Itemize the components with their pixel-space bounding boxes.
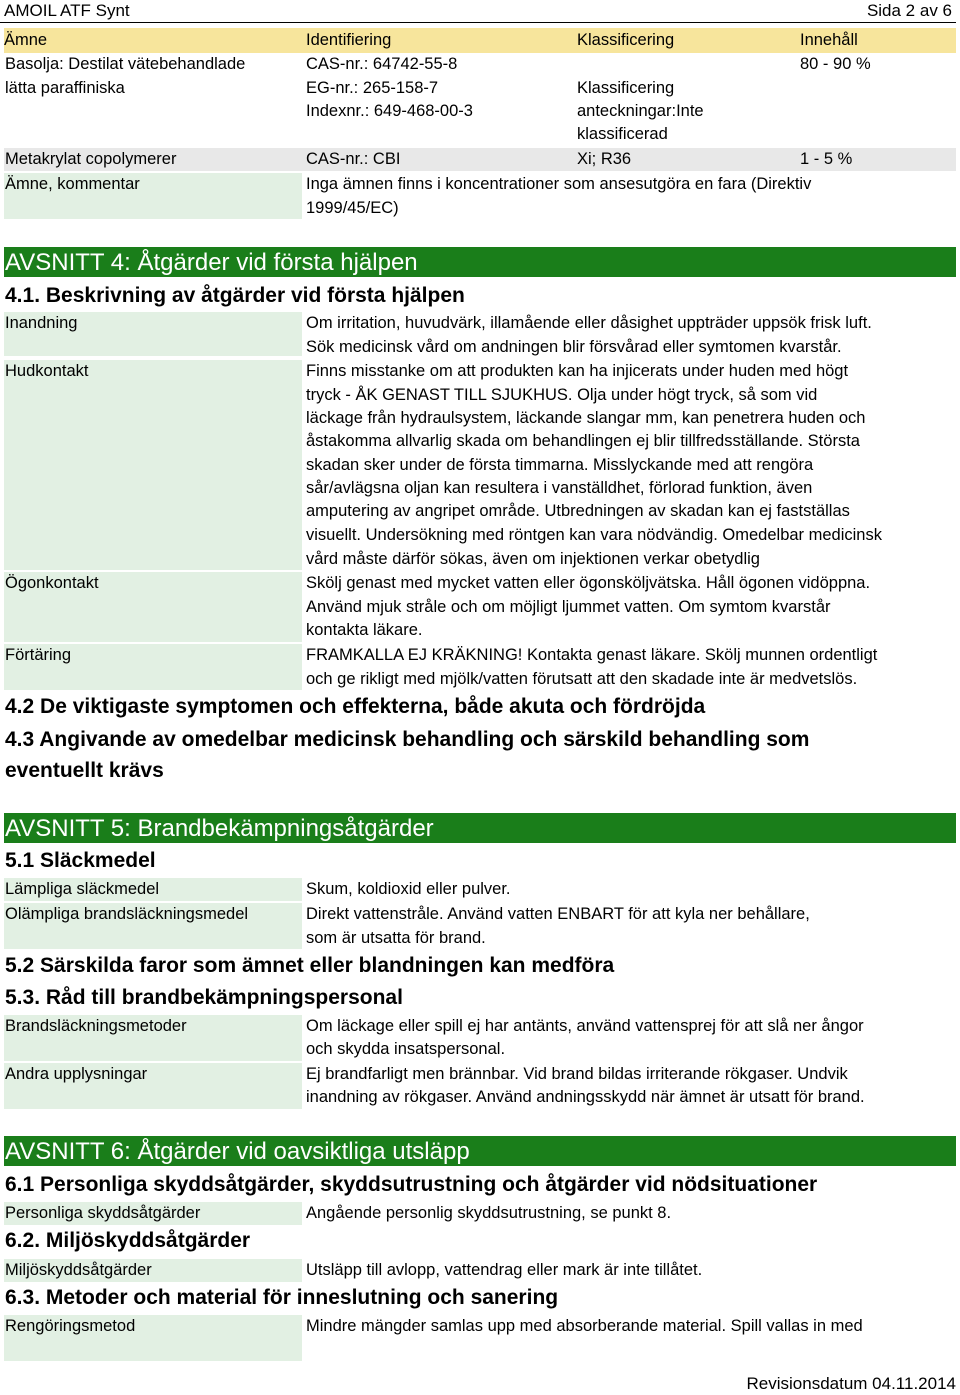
cleanup-method-label: Rengöringsmetod xyxy=(4,1315,302,1361)
unsuitable-media-text-2: som är utsatta för brand. xyxy=(306,929,486,947)
subsection-4-3-line2: eventuellt krävs xyxy=(5,759,164,782)
eye-text-1: Skölj genast med mycket vatten eller ögonsköljvätska. Håll ögonen vidöppna. xyxy=(306,574,871,592)
suitable-media-label: Lämpliga släckmedel xyxy=(4,878,302,901)
environmental-precautions-text: Utsläpp till avlopp, vattendrag eller mark är inte tillåtet. xyxy=(306,1261,703,1279)
row1-index: Indexnr.: 649-468-00-3 xyxy=(306,102,473,120)
subsection-6-1: 6.1 Personliga skyddsåtgärder, skyddsutrustning och åtgärder vid nödsituationer xyxy=(5,1173,818,1196)
skin-text-5: skadan sker under de första timmarna. Misslyckande med att rengöra xyxy=(306,456,814,474)
comment-text-line2: 1999/45/EC) xyxy=(306,199,399,217)
row1-class-line2: anteckningar:Inte xyxy=(577,102,704,120)
subsection-4-3-line1: 4.3 Angivande av omedelbar medicinsk behandling och särskild behandling som xyxy=(5,728,810,751)
subsection-5-2: 5.2 Särskilda faror som ämnet eller blandningen kan medföra xyxy=(5,954,615,977)
subsection-5-1: 5.1 Släckmedel xyxy=(5,849,156,872)
document-title: AMOIL ATF Synt xyxy=(4,1,130,20)
eye-text-2: Använd mjuk stråle och om möjligt ljummet vatten. Om symtom kvarstår xyxy=(306,598,831,616)
revision-date: Revisionsdatum 04.11.2014 xyxy=(746,1374,956,1393)
skin-text-3: läckage från hydraulsystem, läckande slangar mm, kan penetrera huden och xyxy=(306,409,866,427)
comment-text-line1: Inga ämnen finns i koncentrationer som ansesutgöra en fara (Direktiv xyxy=(306,175,812,193)
skin-text-2: tryck - ÅK GENAST TILL SJUKHUS. Olja under högt tryck, så som vid xyxy=(306,386,818,404)
other-info-label: Andra upplysningar xyxy=(4,1063,302,1109)
skin-text-7: amputering av angripet område. Utbredningen av skadan kan ej fastställas xyxy=(306,502,850,520)
col-content: Innehåll xyxy=(800,31,858,49)
inhalation-text-2: Sök medicinsk vård om andningen blir försvårad eller symtomen kvarstår. xyxy=(306,338,842,356)
personal-precautions-label: Personliga skyddsåtgärder xyxy=(4,1202,302,1225)
suitable-media-text: Skum, koldioxid eller pulver. xyxy=(306,880,511,898)
extinguishing-methods-text-1: Om läckage eller spill ej har antänts, använd vattensprej för att slå ner ångor xyxy=(306,1017,864,1035)
row1-content: 80 - 90 % xyxy=(800,55,871,73)
row2-content: 1 - 5 % xyxy=(800,150,853,168)
col-identification: Identifiering xyxy=(306,31,392,49)
row1-cas: CAS-nr.: 64742-55-8 xyxy=(306,55,458,73)
environmental-precautions-label: Miljöskyddsåtgärder xyxy=(4,1259,302,1282)
col-classification: Klassificering xyxy=(577,31,675,49)
page-header xyxy=(0,0,956,23)
row1-class-line1: Klassificering xyxy=(577,79,675,97)
cleanup-method-text: Mindre mängder samlas upp med absorberande material. Spill vallas in med xyxy=(306,1317,863,1335)
subsection-6-2: 6.2. Miljöskyddsåtgärder xyxy=(5,1229,251,1252)
eye-text-3: kontakta läkare. xyxy=(306,621,423,639)
unsuitable-media-label: Olämpliga brandsläckningsmedel xyxy=(4,903,302,949)
subsection-5-3: 5.3. Råd till brandbekämpningspersonal xyxy=(5,986,403,1009)
section-6-heading: AVSNITT 6: Åtgärder vid oavsiktliga utsläpp xyxy=(4,1136,956,1166)
col-substance: Ämne xyxy=(4,31,48,49)
skin-text-9: vård måste därför sökas, även om injektionen verkar obetydlig xyxy=(306,550,760,568)
row1-eg: EG-nr.: 265-158-7 xyxy=(306,79,439,97)
ingestion-text-1: FRAMKALLA EJ KRÄKNING! Kontakta genast läkare. Skölj munnen ordentligt xyxy=(306,646,878,664)
extinguishing-methods-label: Brandsläckningsmetoder xyxy=(4,1015,302,1061)
row2-cas: CAS-nr.: CBI xyxy=(306,150,401,168)
extinguishing-methods-text-2: och skydda insatspersonal. xyxy=(306,1040,506,1058)
row1-name-line1: Basolja: Destilat vätebehandlade xyxy=(5,55,246,73)
skin-text-8: visuellt. Undersökning med röntgen kan vara nödvändig. Omedelbar medicinsk xyxy=(306,526,882,544)
subsection-4-1: 4.1. Beskrivning av åtgärder vid första hjälpen xyxy=(5,284,465,307)
ingestion-label: Förtäring xyxy=(4,644,302,690)
subsection-6-3: 6.3. Metoder och material för inneslutning och sanering xyxy=(5,1286,559,1309)
inhalation-label: Inandning xyxy=(4,312,302,356)
row1-class-line3: klassificerad xyxy=(577,125,668,143)
composition-table-header xyxy=(4,28,956,53)
eye-contact-label: Ögonkontakt xyxy=(4,572,302,642)
other-info-text-2: inandning av rökgaser. Använd andningsskydd när ämnet är utsatt för brand. xyxy=(306,1088,865,1106)
personal-precautions-text: Angående personlig skyddsutrustning, se punkt 8. xyxy=(306,1204,672,1222)
skin-contact-label: Hudkontakt xyxy=(4,360,302,570)
other-info-text-1: Ej brandfarligt men brännbar. Vid brand bildas irriterande rökgaser. Undvik xyxy=(306,1065,848,1083)
ingestion-text-2: och ge rikligt med mjölk/vatten förutsatt att den skadade inte är medvetslös. xyxy=(306,670,858,688)
subsection-4-2: 4.2 De viktigaste symptomen och effekterna, både akuta och fördröjda xyxy=(5,695,706,718)
comment-label: Ämne, kommentar xyxy=(4,173,302,219)
skin-text-1: Finns misstanke om att produkten kan ha injicerats under huden med högt xyxy=(306,362,849,380)
page-number: Sida 2 av 6 xyxy=(866,1,952,20)
skin-text-4: åstakomma allvarlig skada om behandlingen ej blir tillfredsställande. Största xyxy=(306,432,860,450)
section-5-heading: AVSNITT 5: Brandbekämpningsåtgärder xyxy=(4,813,956,843)
row2-class: Xi; R36 xyxy=(577,150,632,168)
inhalation-text-1: Om irritation, huvudvärk, illamående eller dåsighet uppträder uppsök frisk luft. xyxy=(306,314,872,332)
row1-name-line2: lätta paraffiniska xyxy=(5,79,125,97)
row2-name: Metakrylat copolymerer xyxy=(5,150,177,168)
unsuitable-media-text-1: Direkt vattenstråle. Använd vatten ENBART för att kyla ner behållare, xyxy=(306,905,810,923)
skin-text-6: sår/avlägsna oljan kan resultera i vanställdhet, förlorad funktion, även xyxy=(306,479,813,497)
section-4-heading: AVSNITT 4: Åtgärder vid första hjälpen xyxy=(4,247,956,277)
